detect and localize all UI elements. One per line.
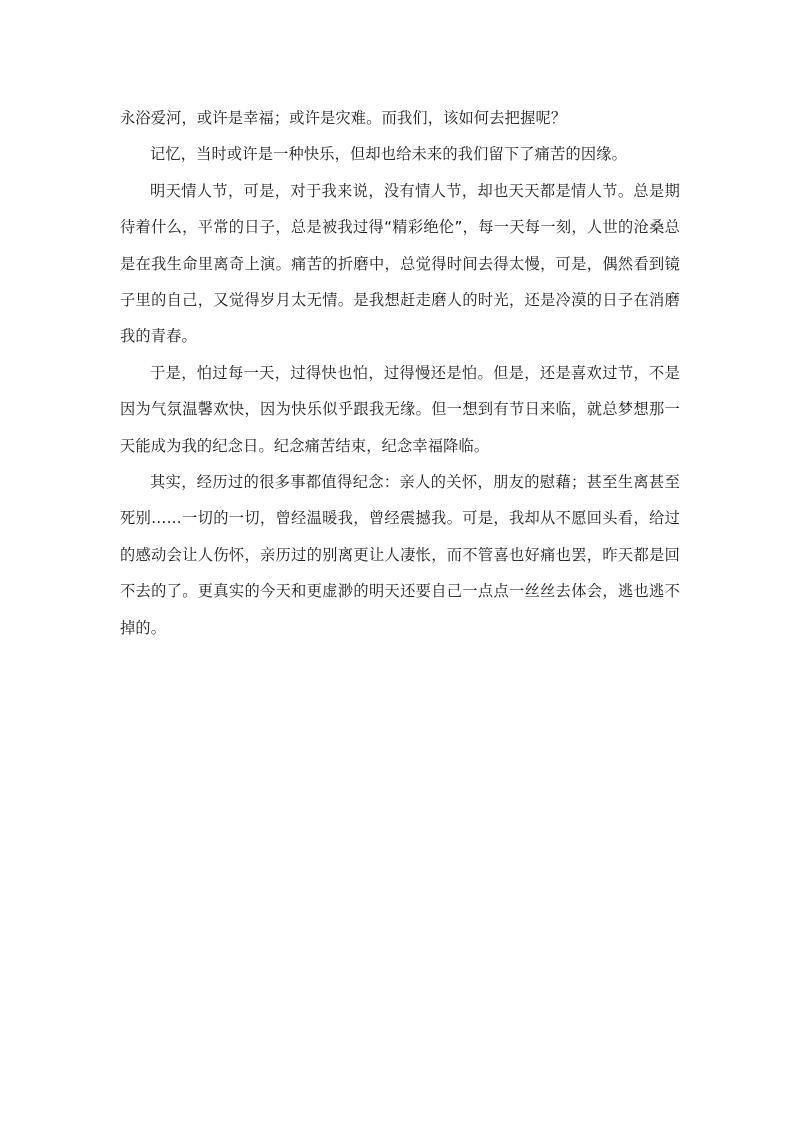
paragraph-2: 记忆，当时或许是一种快乐，但却也给未来的我们留下了痛苦的因缘。 — [150, 145, 628, 164]
paragraph-4: 于是，怕过每一天，过得快也怕，过得慢还是怕。但是，还是喜欢过节，不是因为气氛温馨欢快，因为快乐似乎跟我无缘。但一想到有节日来临，就总梦想那一天能成为我的纪念日。纪念痛苦结束，纪念幸福降临。 — [120, 363, 680, 455]
document-body — [120, 100, 680, 646]
paragraph-1: 永浴爱河，或许是幸福；或许是灾难。而我们，该如何去把握呢？ — [120, 109, 567, 127]
paragraph-5: 其实，经历过的很多事都值得纪念：亲人的关怀，朋友的慰藉；甚至生离甚至死别……一切的一切，曾经温暖我，曾经震撼我。可是，我却从不愿回头看，给过的感动会让人伤怀，亲历过的别离更让人凄怅，而不管喜也好痛也罢，昨天都是回不去的了。更真实的今天和更虚渺的明天还要自己一点点一丝丝去体会，逃也逃不掉的。 — [120, 473, 680, 637]
paragraph-3: 明天情人节，可是，对于我来说，没有情人节，却也天天都是情人节。总是期待着什么，平常的日子，总是被我过得“精彩绝伦”，每一天每一刻，人世的沧桑总是在我生命里离奇上演。痛苦的折磨中，总觉得时间去得太慢，可是，偶然看到镜子里的自己，又觉得岁月太无情。是我想赶走磨人的时光，还是冷漠的日子在消磨我的青春。 — [120, 181, 680, 346]
